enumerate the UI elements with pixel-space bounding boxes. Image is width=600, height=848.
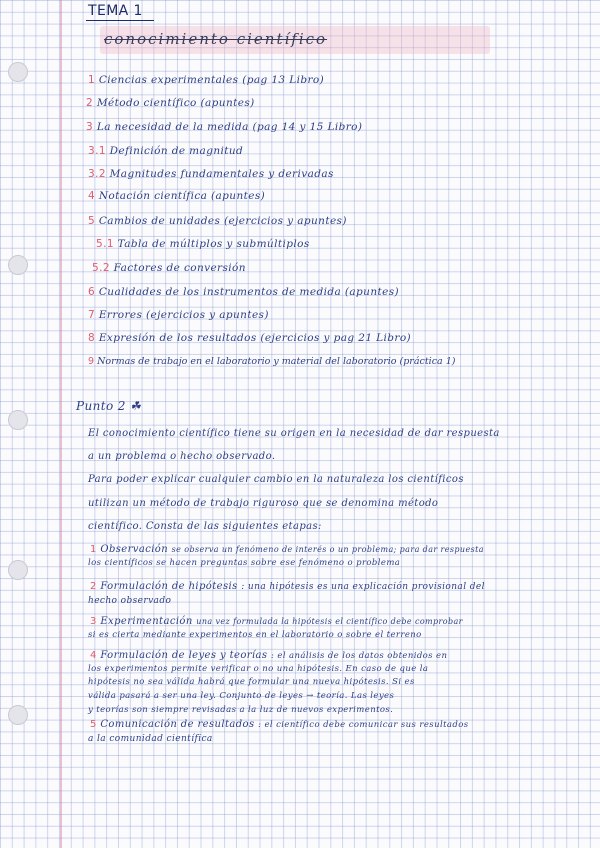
step-title: Formulación de hipótesis [100, 581, 238, 592]
step-line: hecho observado [88, 596, 172, 606]
section-heading [76, 399, 141, 413]
toc-text: Cambios de unidades (ejercicios y apuntes) [98, 215, 347, 227]
step-line: hipótesis no sea válida habrá que formular una nueva hipótesis. Si es [88, 677, 415, 687]
toc-number: 5 [88, 215, 96, 227]
step-comunicacion [90, 719, 468, 730]
step-line: a la comunidad científica [88, 734, 213, 744]
step-title: Formulación de leyes y teorías [100, 650, 268, 661]
toc-number: 5.1 [96, 238, 114, 250]
toc-text: Definición de magnitud [109, 145, 244, 157]
toc-text: Factores de conversión [113, 262, 246, 274]
step-number: 1 [90, 544, 97, 555]
toc-number: 2 [86, 97, 94, 109]
step-line: los experimentos permite verificar o no una hipótesis. En caso de que la [88, 664, 429, 674]
toc-text: Tabla de múltiplos y submúltiplos [117, 238, 310, 250]
toc-text: Errores (ejercicios y apuntes) [98, 309, 269, 321]
intro-line: científico. Consta de las siguientes etapas: [88, 521, 322, 532]
step-hipotesis [90, 581, 485, 592]
section-heading-text: Punto 2 [76, 399, 126, 413]
toc-text: Ciencias experimentales (pag 13 Libro) [98, 74, 325, 86]
binder-hole [8, 560, 28, 580]
step-line: válida pasará a ser una ley. Conjunto de leyes → teoría. Las leyes [88, 691, 395, 701]
step-title: Comunicación de resultados [100, 719, 255, 730]
toc-item [88, 286, 399, 298]
step-number: 2 [90, 581, 97, 592]
toc-number: 3 [86, 121, 94, 133]
page-title: TEMA 1 [88, 3, 143, 19]
toc-item [88, 215, 347, 227]
binder-hole [8, 62, 28, 82]
toc-text: Expresión de los resultados (ejercicios y pag 21 Libro) [98, 332, 412, 344]
toc-item [86, 121, 362, 133]
toc-number: 6 [88, 286, 96, 298]
step-line: los científicos se hacen preguntas sobre ese fenómeno o problema [88, 558, 401, 568]
toc-number: 1 [88, 74, 96, 86]
step-title: Observación [100, 544, 169, 555]
toc-item [96, 238, 310, 250]
toc-text: Magnitudes fundamentales y derivadas [109, 168, 334, 180]
toc-number: 5.2 [92, 262, 110, 274]
title-underline [86, 20, 154, 21]
toc-text: Método científico (apuntes) [96, 97, 255, 109]
toc-number: 8 [88, 332, 96, 344]
binder-hole [8, 255, 28, 275]
toc-item [88, 190, 265, 202]
toc-text: Normas de trabajo en el laboratorio y material del laboratorio (práctica 1) [97, 356, 456, 367]
toc-number: 9 [88, 356, 95, 367]
step-line: y teorías son siempre revisadas a la luz de nuevos experimentos. [88, 705, 394, 715]
toc-item [86, 97, 255, 109]
toc-number: 3.2 [88, 168, 106, 180]
toc-number: 4 [88, 190, 96, 202]
toc-text: La necesidad de la medida (pag 14 y 15 Libro) [96, 121, 363, 133]
step-line: una vez formulada la hipótesis el científico debe comprobar [196, 617, 463, 626]
toc-item [88, 309, 269, 321]
toc-item [88, 356, 455, 367]
step-number: 5 [90, 719, 97, 730]
step-number: 4 [90, 650, 97, 661]
step-line: si es cierta mediante experimentos en el laboratorio o sobre el terreno [88, 630, 422, 640]
toc-item [88, 332, 411, 344]
step-line: : el científico debe comunicar sus resultados [258, 720, 469, 730]
intro-line: a un problema o hecho observado. [88, 451, 276, 462]
toc-item [88, 145, 243, 157]
toc-item [92, 262, 246, 274]
intro-line: El conocimiento científico tiene su origen en la necesidad de dar respuesta [88, 428, 500, 439]
binder-hole [8, 705, 28, 725]
step-observacion [90, 544, 484, 555]
toc-text: Notación científica (apuntes) [98, 190, 266, 202]
page-subtitle: conocimiento científico [104, 30, 328, 48]
toc-number: 7 [88, 309, 96, 321]
step-line: se observa un fenómeno de interés o un problema; para dar respuesta [171, 545, 484, 554]
step-title: Experimentación [100, 616, 193, 627]
toc-number: 3.1 [88, 145, 106, 157]
binder-hole [8, 410, 28, 430]
step-line: : una hipótesis es una explicación provisional del [241, 582, 485, 592]
toc-text: Cualidades de los instrumentos de medida (apuntes) [98, 286, 400, 298]
step-line: : el análisis de los datos obtenidos en [271, 651, 448, 661]
step-leyes [90, 650, 447, 661]
intro-line: Para poder explicar cualquier cambio en la naturaleza los científicos [88, 474, 464, 485]
intro-line: utilizan un método de trabajo riguroso que se denomina método [88, 498, 439, 509]
step-number: 3 [90, 616, 97, 627]
toc-item [88, 74, 324, 86]
margin-line [60, 0, 62, 848]
step-experimentacion [90, 616, 463, 627]
clover-doodle-icon: ☘ [130, 399, 142, 413]
toc-item [88, 168, 334, 180]
